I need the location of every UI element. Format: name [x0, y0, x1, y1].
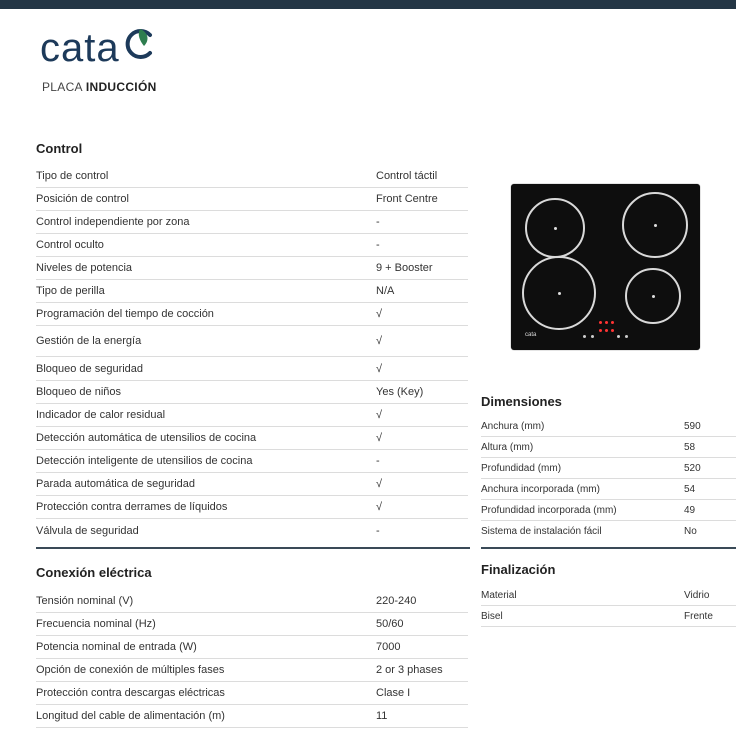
- induction-hob-image: [511, 184, 700, 350]
- control-table: [36, 165, 468, 542]
- row-value: 54: [684, 483, 696, 495]
- logo-text: cata: [40, 25, 120, 70]
- row-value: 590: [684, 420, 701, 432]
- dimensions-title: Dimensiones: [481, 394, 562, 409]
- dimensions-table: [481, 416, 736, 542]
- row-label: Detección automática de utensilios de cocina: [36, 432, 257, 444]
- table-row: [481, 437, 736, 458]
- table-row: [36, 211, 468, 234]
- row-label: Potencia nominal de entrada (W): [36, 641, 197, 653]
- section-divider: [481, 547, 736, 549]
- row-label: Protección contra descargas eléctricas: [36, 687, 225, 699]
- table-row: [481, 585, 736, 606]
- hob-touch-controls: [583, 319, 629, 339]
- subtitle-bold: INDUCCIÓN: [85, 80, 157, 94]
- table-row: [481, 500, 736, 521]
- table-row: [36, 496, 468, 519]
- row-value: 58: [684, 441, 696, 453]
- table-row: [36, 326, 468, 357]
- row-label: Tipo de control: [36, 170, 109, 182]
- row-value: √: [376, 478, 383, 490]
- table-row: [36, 165, 468, 188]
- table-row: [36, 427, 468, 450]
- cata-logo: [40, 24, 157, 72]
- row-value: Yes (Key): [376, 386, 424, 398]
- table-row: [481, 458, 736, 479]
- table-row: [36, 234, 468, 257]
- row-value: -: [376, 239, 380, 251]
- row-value: 520: [684, 462, 701, 474]
- row-label: Longitud del cable de alimentación (m): [36, 710, 225, 722]
- cooking-zone: [525, 198, 585, 258]
- row-label: Material: [481, 589, 517, 601]
- table-row: [36, 357, 468, 381]
- row-label: Protección contra derrames de líquidos: [36, 501, 228, 513]
- row-value: 49: [684, 504, 696, 516]
- table-row: [481, 479, 736, 500]
- row-label: Tensión nominal (V): [36, 595, 134, 607]
- finish-table: [481, 585, 736, 627]
- top-rule: [0, 0, 736, 9]
- row-label: Tipo de perilla: [36, 285, 105, 297]
- product-subtitle: [42, 80, 157, 94]
- row-label: Gestión de la energía: [36, 335, 142, 347]
- table-row: [36, 636, 468, 659]
- row-value: No: [684, 526, 697, 537]
- row-value: 9 + Booster: [376, 262, 433, 274]
- table-row: [36, 450, 468, 473]
- row-label: Bloqueo de seguridad: [36, 362, 144, 375]
- table-row: [481, 416, 736, 437]
- table-row: [36, 519, 468, 542]
- row-label: Altura (mm): [481, 441, 534, 453]
- row-label: Bisel: [481, 610, 503, 622]
- row-label: Profundidad incorporada (mm): [481, 504, 617, 516]
- cooking-zone: [625, 268, 681, 324]
- row-value: N/A: [376, 285, 395, 297]
- table-row: [36, 280, 468, 303]
- row-value: √: [376, 432, 383, 444]
- row-value: √: [376, 501, 383, 513]
- row-label: Control independiente por zona: [36, 216, 190, 228]
- row-label: Válvula de seguridad: [36, 524, 139, 537]
- row-value: Vidrio: [684, 589, 710, 601]
- row-label: Frecuencia nominal (Hz): [36, 618, 156, 630]
- table-row: [36, 257, 468, 280]
- row-value: √: [376, 308, 383, 320]
- row-label: Indicador de calor residual: [36, 409, 166, 421]
- table-row: [481, 606, 736, 627]
- row-value: √: [376, 335, 383, 347]
- table-row: [36, 682, 468, 705]
- row-value: Front Centre: [376, 193, 438, 205]
- table-row: [36, 705, 468, 728]
- finish-title: Finalización: [481, 562, 556, 577]
- table-row: [481, 521, 736, 542]
- table-row: [36, 659, 468, 682]
- row-label: Anchura (mm): [481, 420, 545, 432]
- control-title: Control: [36, 141, 83, 156]
- logo-c-icon: [123, 26, 157, 62]
- row-label: Sistema de instalación fácil: [481, 526, 602, 537]
- row-value: 2 or 3 phases: [376, 664, 443, 676]
- row-label: Profundidad (mm): [481, 462, 562, 474]
- row-value: 220-240: [376, 595, 417, 607]
- row-value: √: [376, 362, 383, 375]
- row-label: Detección inteligente de utensilios de cocina: [36, 455, 253, 467]
- table-row: [36, 381, 468, 404]
- row-label: Control oculto: [36, 239, 104, 251]
- row-label: Parada automática de seguridad: [36, 478, 195, 490]
- row-label: Bloqueo de niños: [36, 386, 122, 398]
- row-value: -: [376, 524, 380, 537]
- table-row: [36, 188, 468, 211]
- table-row: [36, 613, 468, 636]
- row-label: Programación del tiempo de cocción: [36, 308, 214, 320]
- table-row: [36, 473, 468, 496]
- electrical-title: Conexión eléctrica: [36, 565, 152, 580]
- section-divider: [36, 547, 470, 549]
- row-value: 7000: [376, 641, 401, 653]
- row-value: √: [376, 409, 383, 421]
- row-value: -: [376, 455, 380, 467]
- table-row: [36, 303, 468, 326]
- table-row: [36, 404, 468, 427]
- row-value: -: [376, 216, 380, 228]
- cooking-zone: [622, 192, 688, 258]
- row-label: Niveles de potencia: [36, 262, 133, 274]
- row-value: Frente: [684, 610, 713, 622]
- row-value: 50/60: [376, 618, 404, 630]
- row-label: Opción de conexión de múltiples fases: [36, 664, 225, 676]
- table-row: [36, 590, 468, 613]
- electrical-table: [36, 590, 468, 728]
- row-value: Control táctil: [376, 170, 438, 182]
- row-value: 11: [376, 710, 388, 722]
- row-label: Posición de control: [36, 193, 129, 205]
- subtitle-prefix: PLACA: [42, 80, 83, 94]
- row-value: Clase I: [376, 687, 411, 699]
- hob-logo: cata: [525, 332, 537, 338]
- row-label: Anchura incorporada (mm): [481, 483, 600, 495]
